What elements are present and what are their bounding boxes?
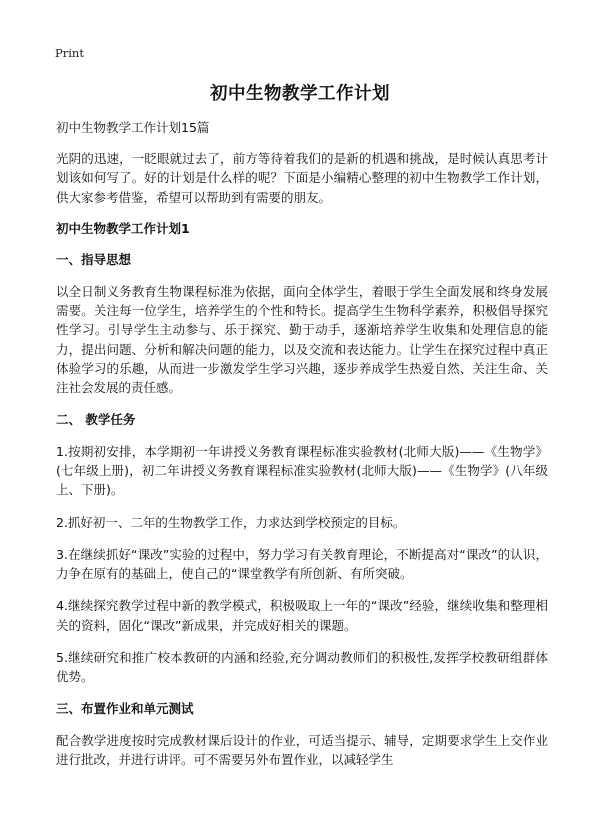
plan-title: 初中生物教学工作计划1 (56, 220, 190, 236)
intro-paragraph: 光阴的迅速，一眨眼就过去了，前方等待着我们的是新的机遇和挑战，是时候认真思考计划该如何写了。好的计划是什么样的呢？下面是小编精心整理的初中生物教学工作计划，供大家参考借鉴，希望可以帮助到有需要的朋友。 (56, 151, 548, 205)
document-body (56, 119, 548, 782)
section-paragraph: 1.按期初安排，本学期初一年讲授义务教育课程标准实验教材(北师大版)——《生物学》(七年级上册)，初二年讲授义务教育课程标准实验教材(北师大版)——《生物学》(八年级上、下册)。 (56, 443, 548, 498)
section-paragraph: 2.抓好初一、二年的生物教学工作，力求达到学校预定的目标。 (56, 514, 406, 530)
section-homework-tests (56, 700, 548, 770)
section-paragraph: 配合教学进度按时完成教材课后设计的作业，可适当提示、辅导，定期要求学生上交作业进行批改，并进行讲评。可不需要另外布置作业，以减轻学生 (56, 732, 548, 767)
section-guiding-ideology (56, 251, 548, 398)
section-paragraph: 3.在继续抓好“课改”实验的过程中，努力学习有关教育理论，不断提高对“课改”的认识，力争在原有的基础上，使自己的“课堂教学有所创新、有所突破。 (56, 546, 548, 582)
page-title: 初中生物教学工作计划 (210, 84, 390, 104)
section-teaching-tasks (56, 411, 548, 687)
section-heading: 二、 教学任务 (56, 411, 136, 427)
document-subtitle: 初中生物教学工作计划15篇 (56, 120, 210, 135)
section-heading: 三、布置作业和单元测试 (56, 700, 194, 716)
print-link[interactable]: Print (55, 46, 84, 60)
section-heading: 一、指导思想 (56, 251, 132, 267)
section-paragraph: 以全日制义务教育生物课程标准为依据，面向全体学生，着眼于学生全面发展和终身发展需要。关注每一位学生，培养学生的个性和特长。提高学生生物科学素养，积极倡导探究性学习。引导学生主动参与、乐于探究、勤于动手，逐渐培养学生收集和处理信息的能力，提出问题、分析和解决问题的能力，以及交流和表达能力。让学生在探究过程中真正体验学习的乐趣，从而进一步激发学生学习兴趣，逐步养成学生热爱自然、关注生命、关注社会发展的责任感。 (56, 283, 548, 396)
section-paragraph: 5.继续研究和推广校本教研的内涵和经验,充分调动教师们的积极性,发挥学校教研组群体优势。 (56, 650, 548, 685)
section-paragraph: 4.继续探究教学过程中新的教学模式，积极吸取上一年的“课改”经验，继续收集和整理相关的资料，固化“课改”新成果，并完成好相关的课题。 (56, 598, 548, 633)
